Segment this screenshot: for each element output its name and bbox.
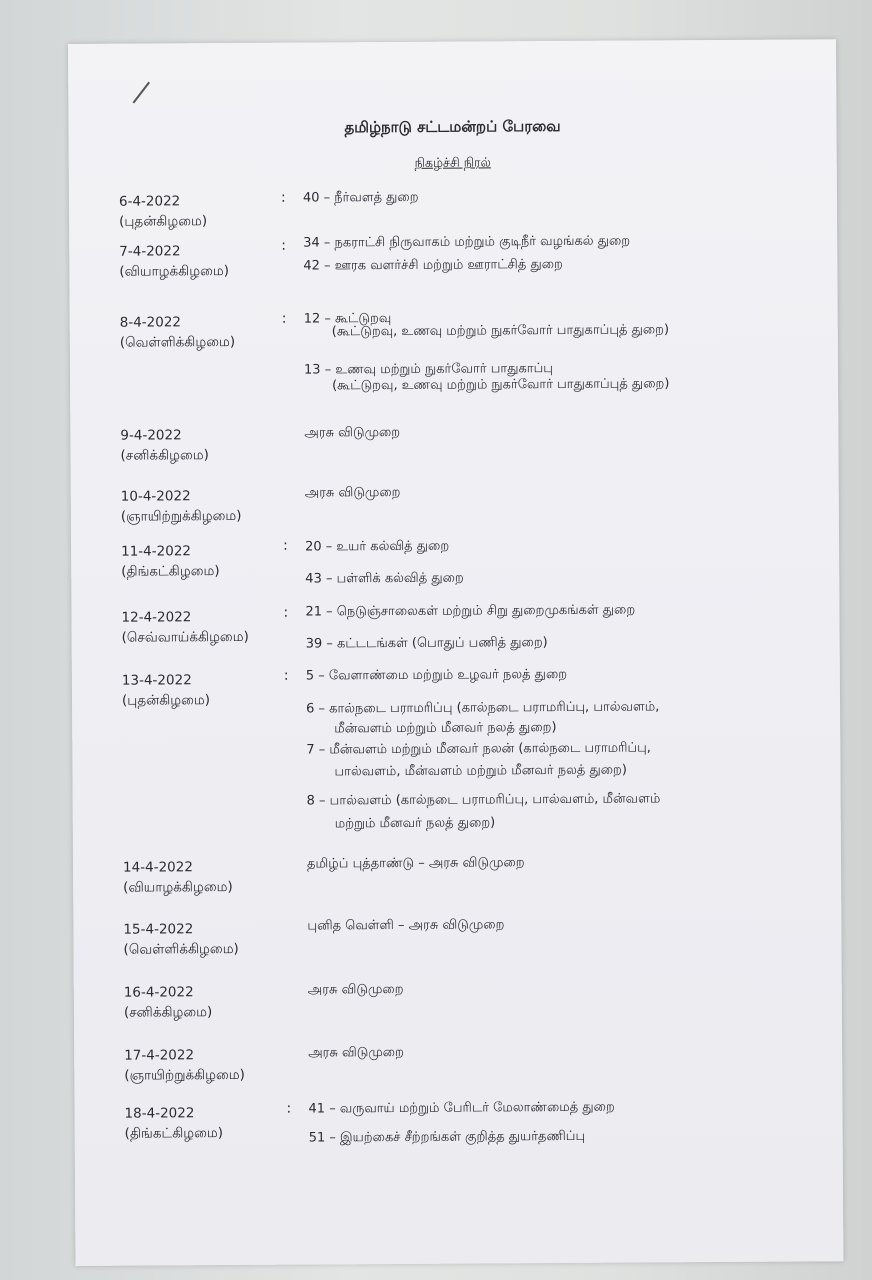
day-text: (வியாழக்கிழமை) bbox=[119, 263, 230, 280]
date-text: 18-4-2022 bbox=[124, 1105, 195, 1122]
date-text: 14-4-2022 bbox=[122, 859, 193, 876]
date-text: 7-4-2022 bbox=[119, 243, 181, 260]
colon: : bbox=[283, 667, 289, 684]
date-text: 11-4-2022 bbox=[121, 543, 192, 560]
day-text: (ஞாயிற்றுக்கிழமை) bbox=[120, 507, 242, 525]
entry-date bbox=[119, 241, 229, 282]
date-text: 10-4-2022 bbox=[120, 488, 191, 505]
entry-date bbox=[124, 1045, 245, 1086]
entry-date bbox=[121, 486, 242, 527]
agenda-item: 7 – மீன்வளம் மற்றும் மீனவர் நலன் (கால்நடை பராமரிப்பு, bbox=[306, 740, 651, 758]
date-text: 12-4-2022 bbox=[121, 609, 192, 626]
agenda-item: 42 – ஊரக வளர்ச்சி மற்றும் ஊராட்சித் துறை bbox=[303, 256, 563, 274]
day-text: (சனிக்கிழமை) bbox=[120, 447, 209, 464]
agenda-item: அரசு விடுமுறை bbox=[304, 424, 401, 441]
agenda-item: தமிழ்ப் புத்தாண்டு – அரசு விடுமுறை bbox=[306, 855, 525, 872]
date-text: 9-4-2022 bbox=[120, 427, 182, 444]
day-text: (வெள்ளிக்கிழமை) bbox=[119, 333, 236, 351]
day-text: (புதன்கிழமை) bbox=[119, 213, 208, 230]
agenda-item-detail: பால்வளம், மீன்வளம் மற்றும் மீனவர் நலத் துறை) bbox=[334, 762, 627, 780]
date-text: 16-4-2022 bbox=[123, 984, 194, 1001]
colon: : bbox=[283, 537, 288, 554]
entry-date bbox=[121, 607, 248, 648]
document-title: தமிழ்நாடு சட்டமன்றப் பேரவை bbox=[344, 116, 561, 137]
agenda-item: 34 – நகராட்சி நிருவாகம் மற்றும் குடிநீர் வழங்கல் துறை bbox=[303, 233, 631, 251]
date-text: 17-4-2022 bbox=[124, 1047, 195, 1064]
day-text: (ஞாயிற்றுக்கிழமை) bbox=[124, 1066, 245, 1084]
agenda-item-detail: (கூட்டுறவு, உணவு மற்றும் நுகர்வோர் பாதுகாப்புத் துறை) bbox=[331, 322, 670, 340]
date-text: 6-4-2022 bbox=[118, 193, 181, 210]
date-text: 13-4-2022 bbox=[121, 672, 192, 689]
colon: : bbox=[281, 237, 287, 254]
entry-date bbox=[122, 670, 210, 711]
day-text: (திங்கட்கிழமை) bbox=[121, 563, 220, 580]
agenda-item-detail: (கூட்டுறவு, உணவு மற்றும் நுகர்வோர் பாதுகாப்புத் துறை) bbox=[332, 376, 670, 394]
agenda-item-detail: மற்றும் மீனவர் நலத் துறை) bbox=[334, 815, 496, 832]
date-text: 15-4-2022 bbox=[123, 921, 194, 938]
entry-date bbox=[124, 1103, 223, 1144]
pen-mark bbox=[133, 82, 150, 104]
entry-date bbox=[120, 312, 236, 353]
colon: : bbox=[281, 310, 287, 327]
day-text: (வியாழக்கிழமை) bbox=[123, 879, 233, 896]
agenda-item: 13 – உணவு மற்றும் நுகர்வோர் பாதுகாப்பு bbox=[303, 361, 553, 378]
agenda-item: அரசு விடுமுறை bbox=[308, 1044, 404, 1061]
agenda-item: 51 – இயற்கைச் சீற்றங்கள் குறித்த துயர்தணிப்பு bbox=[308, 1128, 586, 1146]
entry-date bbox=[124, 982, 213, 1023]
agenda-item: 8 – பால்வளம் (கால்நடை பராமரிப்பு, பால்வளம், மீன்வளம் bbox=[306, 791, 661, 809]
colon: : bbox=[286, 1100, 292, 1117]
agenda-item: 5 – வேளாண்மை மற்றும் உழவர் நலத் துறை bbox=[305, 666, 568, 684]
agenda-item: 12 – கூட்டுறவு bbox=[303, 311, 392, 327]
day-text: (சனிக்கிழமை) bbox=[123, 1004, 213, 1021]
colon: : bbox=[283, 604, 289, 621]
colon: : bbox=[280, 189, 286, 206]
agenda-item: 40 – நீர்வளத் துறை bbox=[302, 189, 419, 206]
day-text: (வெள்ளிக்கிழமை) bbox=[123, 940, 239, 958]
entry-date bbox=[119, 191, 207, 232]
document-page bbox=[68, 39, 843, 1266]
agenda-item: அரசு விடுமுறை bbox=[307, 981, 404, 998]
entry-date bbox=[123, 857, 233, 898]
agenda-item: புனித வெள்ளி – அரசு விடுமுறை bbox=[307, 917, 505, 934]
document-subtitle: நிகழ்ச்சி நிரல் bbox=[414, 154, 491, 170]
day-text: (திங்கட்கிழமை) bbox=[124, 1125, 224, 1142]
date-text: 8-4-2022 bbox=[119, 314, 182, 331]
agenda-item: அரசு விடுமுறை bbox=[304, 484, 401, 501]
day-text: (செவ்வாய்க்கிழமை) bbox=[121, 628, 249, 646]
entry-date bbox=[121, 541, 220, 582]
entry-date bbox=[120, 425, 209, 466]
agenda-item: 41 – வருவாய் மற்றும் பேரிடர் மேலாண்மைத் துறை bbox=[308, 1099, 615, 1117]
agenda-item: 21 – நெடுஞ்சாலைகள் மற்றும் சிறு துறைமுகங்கள் துறை bbox=[305, 602, 636, 620]
agenda-item: 6 – கால்நடை பராமரிப்பு (கால்நடை பராமரிப்பு, பால்வளம், bbox=[306, 699, 660, 717]
agenda-item: 43 – பள்ளிக் கல்வித் துறை bbox=[305, 570, 464, 587]
agenda-item: 20 – உயர் கல்வித் துறை bbox=[305, 538, 450, 555]
day-text: (புதன்கிழமை) bbox=[121, 692, 211, 709]
entry-date bbox=[123, 919, 239, 960]
agenda-item: 39 – கட்டடங்கள் (பொதுப் பணித் துறை) bbox=[305, 635, 548, 652]
agenda-item-detail: மீன்வளம் மற்றும் மீனவர் நலத் துறை) bbox=[334, 720, 557, 737]
